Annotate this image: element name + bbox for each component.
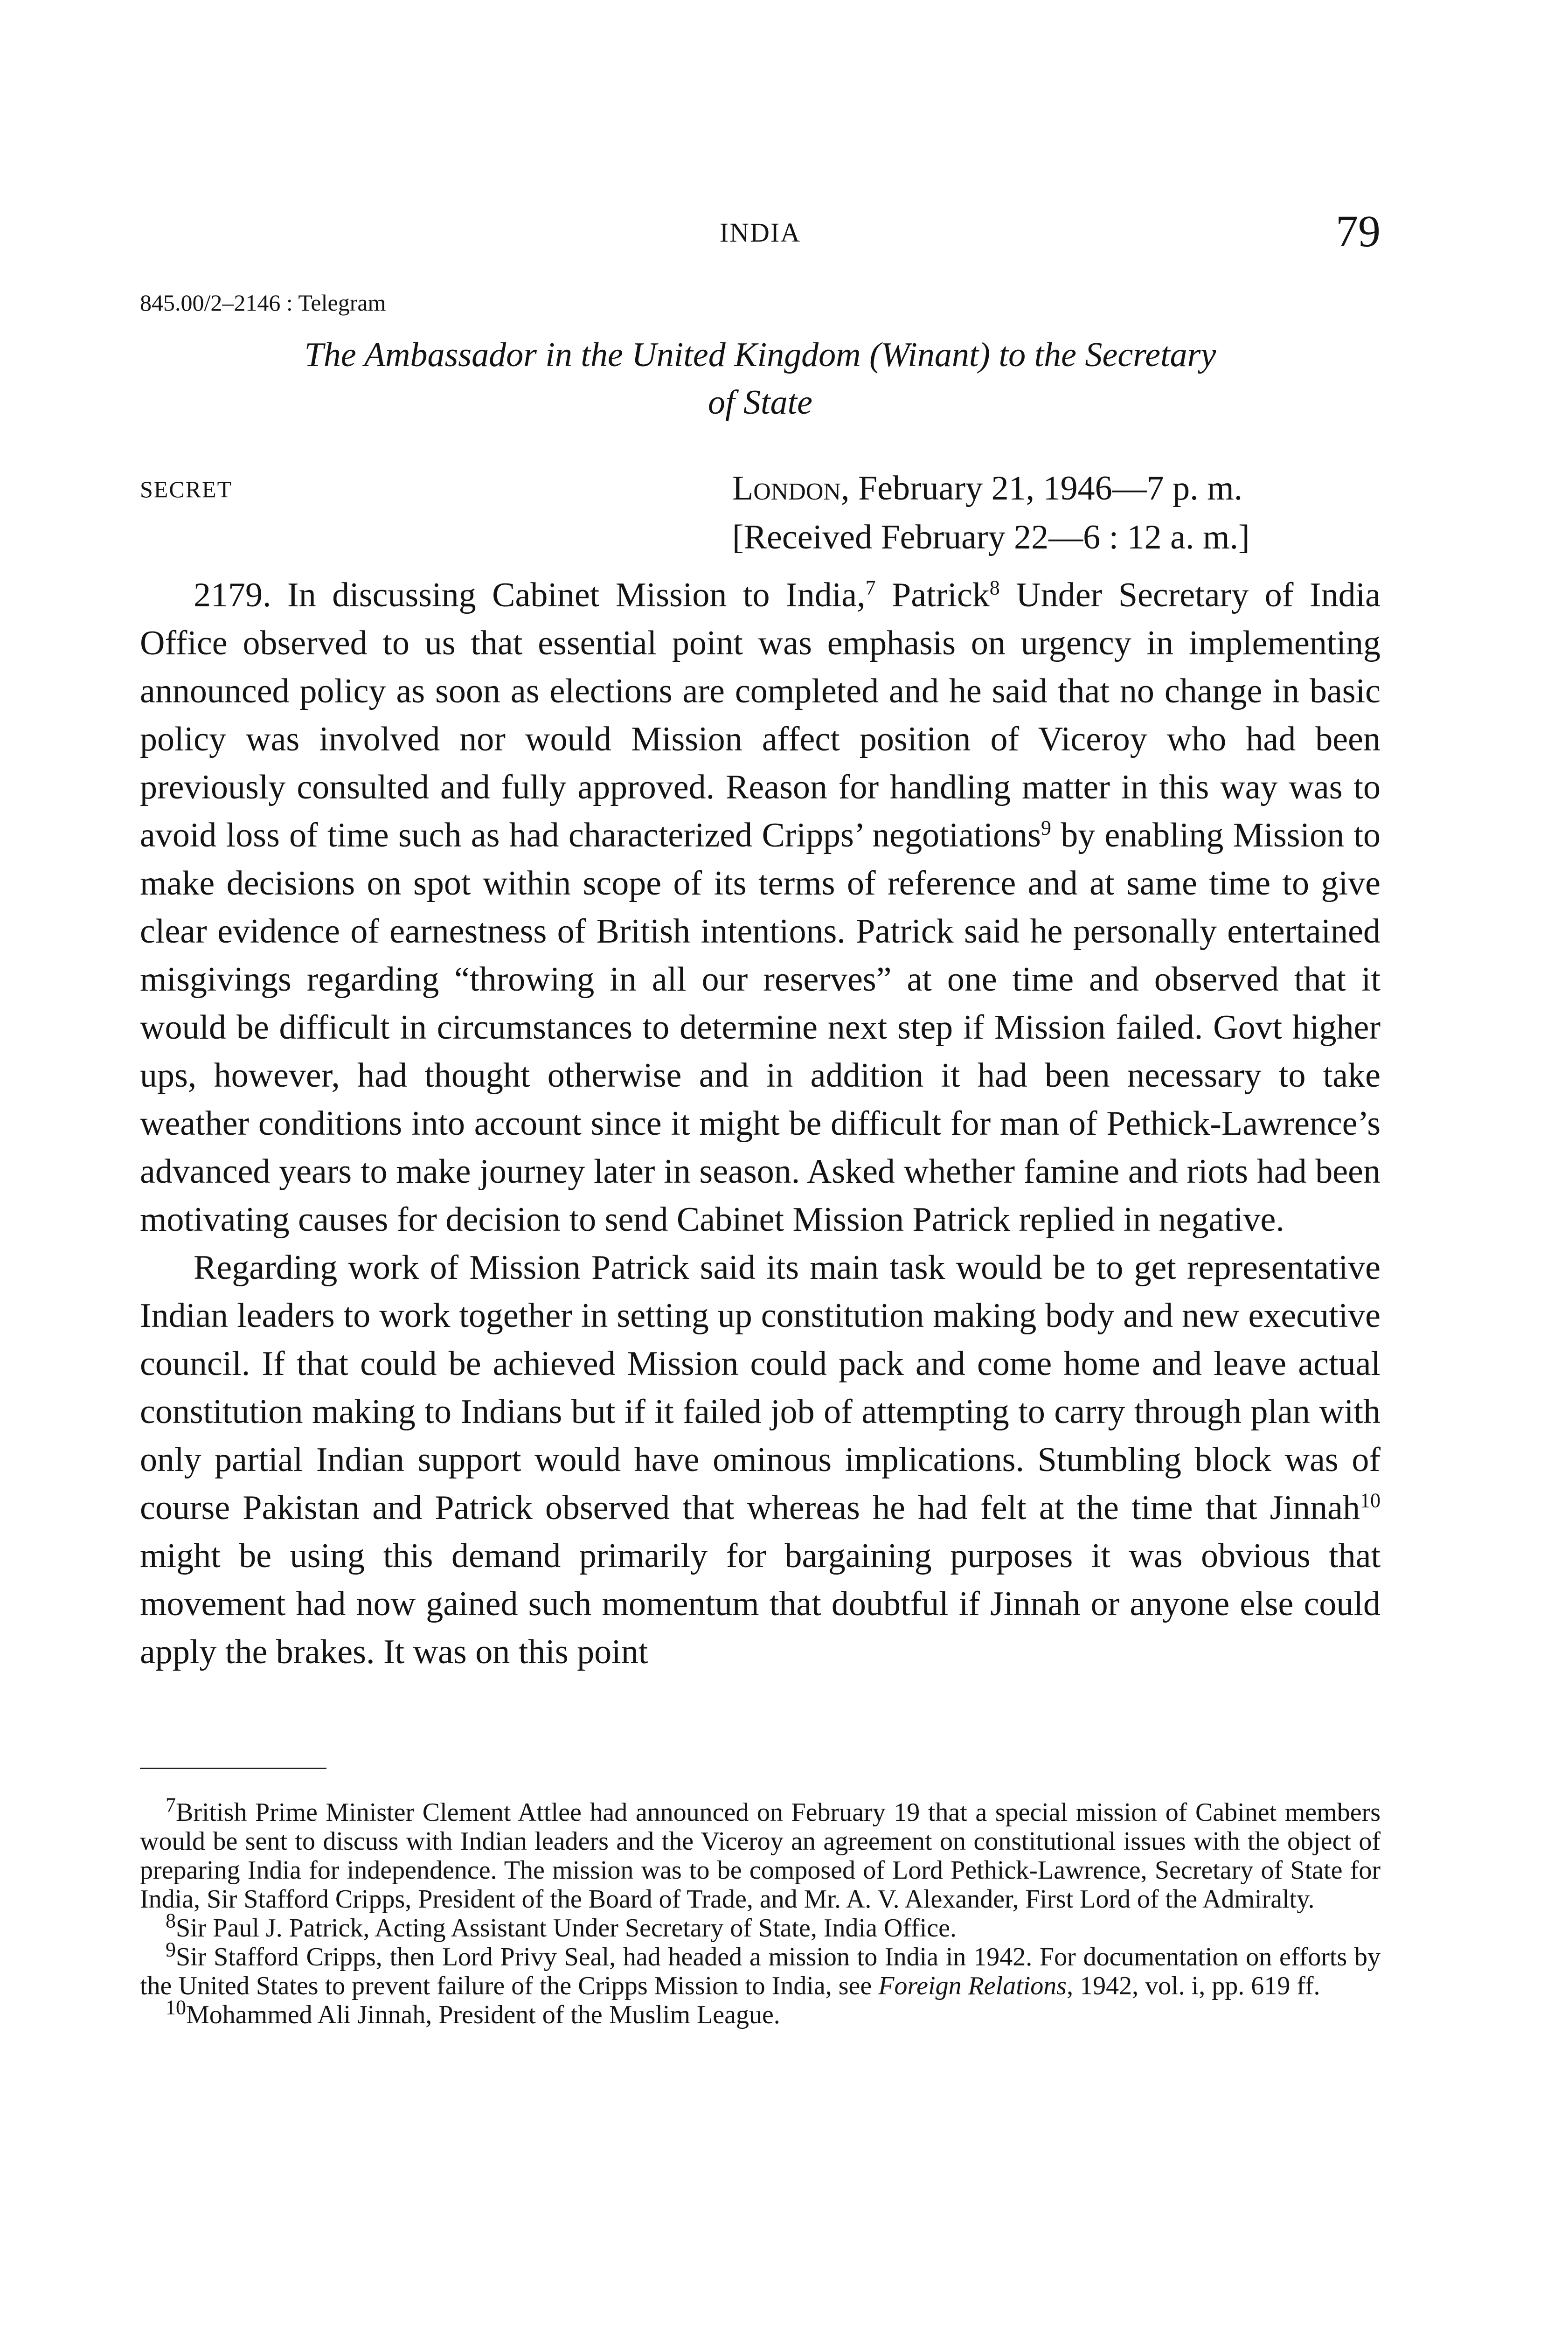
running-header xyxy=(140,205,1381,256)
footnote-text: British Prime Minister Clement Attlee had announced on February 19 that a special mission of Cabinet members would be sent to discuss with Indian leaders and the Viceroy an agreement on constitutional issues with the object of preparing India for independence. The mission was to be composed of Lord Pethick-Lawrence, Secretary of State for India, Sir Stafford Cripps, President of the Board of Trade, and Mr. A. V. Alexander, First Lord of the Admiralty. xyxy=(140,1798,1381,1914)
document-title-line: of State xyxy=(708,383,813,422)
body-text-run: might be using this demand primarily for bargaining purposes it was obvious that movement had now gained such momentum that doubtful if Jinnah or anyone else could apply the brakes. It was on this point xyxy=(140,1537,1381,1671)
body-paragraph xyxy=(140,1244,1381,1676)
running-title: INDIA xyxy=(719,217,801,248)
footnote-mark: 8 xyxy=(166,1909,176,1932)
footnote-ref-9[interactable]: 9 xyxy=(1041,816,1051,840)
telegram-body xyxy=(140,571,1381,1676)
document-title xyxy=(140,331,1381,426)
footnote-9 xyxy=(140,1938,1381,2000)
footnote-ref-10[interactable]: 10 xyxy=(1360,1489,1381,1512)
footnote-mark: 7 xyxy=(166,1793,176,1817)
body-text-run: Regarding work of Mission Patrick said its main task would be to get representative Indian leaders to work together in setting up constitution making body and new executive council. If that could be achieved Mission could pack and come home and leave actual constitution making to Indians but if it failed job of attempting to carry through plan with only partial Indian support would have ominous implications. Stumbling block was of course Pakistan and Patrick observed that whereas he had felt at the time that Jinnah xyxy=(140,1249,1381,1527)
footnote-text: Mohammed Ali Jinnah, President of the Muslim League. xyxy=(186,2000,780,2029)
body-text-run: Under Secretary of India Office observed to us that essential point was emphasis on urgency in implementing announced policy as soon as elections are completed and he said that no change in basic policy was involved nor would Mission affect position of Viceroy who had been previously consulted and fully approved. Reason for handling matter in this way was to avoid loss of time such as had characterized Cripps’ negotiations xyxy=(140,576,1381,854)
footnote-text: , 1942, vol. i, pp. 619 ff. xyxy=(1067,1971,1320,2000)
document-file-id: 845.00/2–2146 : Telegram xyxy=(140,290,386,316)
footnote-7 xyxy=(140,1793,1381,1914)
body-text-run: 2179. In discussing Cabinet Mission to India, xyxy=(194,576,866,614)
body-text-run: by enabling Mission to make decisions on spot within scope of its terms of reference and at same time to give clear evidence of earnestness of British intentions. Patrick said he personally entertained misgivings regarding “throwing in all our reserves” at one time and observed that it would be difficult in circumstances to determine next step if Mission failed. Govt higher ups, however, had thought otherwise and in addition it had been necessary to take weather conditions into account since it might be difficult for man of Pethick-Lawrence’s advanced years to make journey later in season. Asked whether famine and riots had been motivating causes for decision to send Cabinet Mission Patrick replied in negative. xyxy=(140,816,1381,1239)
document-page xyxy=(140,0,1381,2332)
page-number: 79 xyxy=(1336,206,1381,256)
footnote-text: Sir Paul J. Patrick, Acting Assistant Under Secretary of State, India Office. xyxy=(176,1914,957,1943)
footnote-citation-title: Foreign Relations xyxy=(878,1971,1067,2000)
footnote-10 xyxy=(140,1996,1381,2029)
body-paragraph xyxy=(140,571,1381,1244)
footnote-ref-7[interactable]: 7 xyxy=(865,576,876,599)
date-received: [Received February 22—6 : 12 a. m.] xyxy=(732,518,1250,556)
document-title-line: The Ambassador in the United Kingdom (Winant) to the Secretary xyxy=(304,336,1216,374)
footnotes xyxy=(140,1793,1381,2029)
footnote-text: Sir Stafford Cripps, then Lord Privy Seal, had headed a mission to India in 1942. For documentation on efforts by the United States to prevent failure of the Cripps Mission to India, see xyxy=(140,1943,1381,2000)
dateline xyxy=(732,464,1250,562)
footnote-divider xyxy=(140,1768,326,1769)
footnote-ref-8[interactable]: 8 xyxy=(989,576,1000,599)
footnote-8 xyxy=(140,1909,1381,1943)
dateline-place: London xyxy=(732,469,841,507)
date-sent: , February 21, 1946—7 p. m. xyxy=(840,469,1243,507)
date-sent-line xyxy=(732,464,1250,513)
body-text-run: Patrick xyxy=(875,576,990,614)
footnote-mark: 10 xyxy=(166,1996,186,2019)
footnote-mark: 9 xyxy=(166,1938,176,1961)
classification-label: SECRET xyxy=(140,476,233,502)
